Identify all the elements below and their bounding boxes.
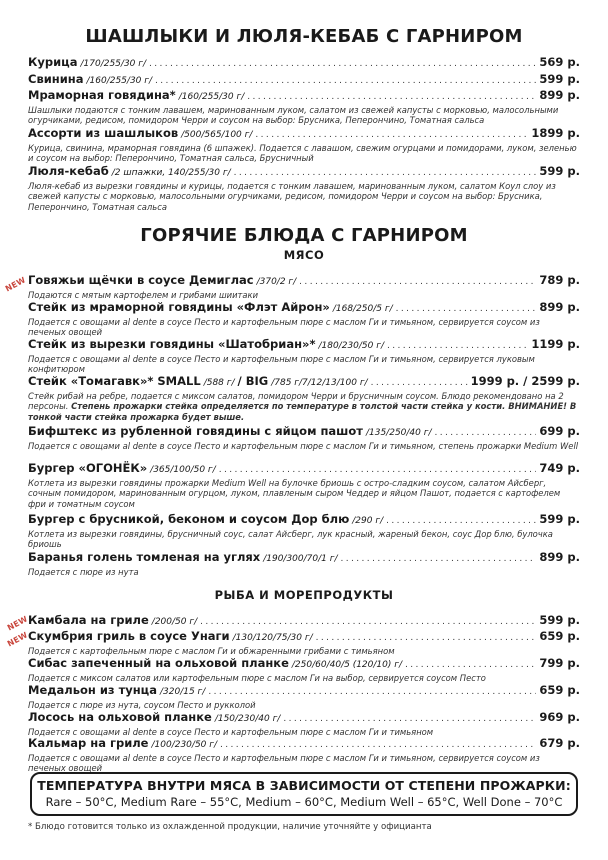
item-price: 1999 р. / 2599 р. bbox=[470, 374, 580, 388]
menu-item-lamb-shank bbox=[28, 550, 580, 577]
leader-dots bbox=[405, 658, 536, 672]
subsection-title-meat: МЯСО bbox=[283, 248, 325, 262]
item-portion: /168/250/5 г/ bbox=[332, 304, 393, 314]
item-description: Подается с пюре из нута, соусом Песто и рукколой bbox=[28, 700, 256, 710]
leader-dots bbox=[371, 376, 468, 390]
leader-dots bbox=[219, 463, 537, 477]
leader-dots bbox=[396, 302, 537, 316]
menu-item-lyulya-kebab bbox=[28, 164, 580, 212]
item-portion: /290 г/ bbox=[352, 516, 384, 526]
menu-item-tomahawk bbox=[28, 374, 580, 422]
leader-dots bbox=[208, 685, 536, 699]
item-name: Бургер с брусникой, беконом и соусом Дор блю bbox=[28, 512, 350, 526]
item-price: 599 р. bbox=[539, 72, 580, 86]
leader-dots bbox=[387, 339, 528, 353]
item-portion: /130/120/75/30 г/ bbox=[232, 633, 313, 643]
menu-item-beef-cheeks bbox=[28, 273, 580, 300]
item-description: Подается с овощами al dente в соусе Песто и картофельным пюре с маслом Ги и тимьяном, степень прожарки Medium Well bbox=[28, 441, 579, 451]
item-portion: /365/100/50 г/ bbox=[150, 465, 216, 475]
item-price: 969 р. bbox=[539, 710, 580, 724]
item-description: Люля-кебаб из вырезки говядины и курицы, подается с тонким лавашем, маринованным луком, салатом Коул слоу из свежей капусты с морковью, малосольными огурчиками, редисом, помидором Черри и соусом на выбор: Брусника, Пеперончино, Томатная сальса bbox=[28, 181, 556, 212]
leader-dots bbox=[149, 57, 536, 71]
item-portion: /320/15 г/ bbox=[159, 687, 206, 697]
item-description-text: Стейк рибай на ребре, подается с миксом салатов, помидором Черри и брусничным соусом. Блюдо рекомендовано на 2 персоны. bbox=[28, 391, 564, 412]
item-price: 599 р. bbox=[539, 164, 580, 178]
item-portion: /250/60/40/5 (120/10) г/ bbox=[291, 660, 402, 670]
item-name: Ассорти из шашлыков bbox=[28, 126, 179, 140]
leader-dots bbox=[200, 615, 536, 629]
item-description: Подается с овощами al dente в соусе Песто и картофельным пюре с маслом Ги и тимьяном, сервируется соусом из печеных овощей bbox=[28, 753, 540, 774]
leader-dots bbox=[255, 128, 528, 142]
subsection-title-fish: РЫБА И МОРЕПРОДУКТЫ bbox=[214, 588, 394, 602]
item-portion: /2 шпажки, 140/255/30 г/ bbox=[111, 168, 231, 178]
item-name: Говяжьи щёчки в соусе Демиглас bbox=[28, 273, 254, 287]
menu-item-assorted-shashlik bbox=[28, 126, 580, 164]
item-name: Стейк «Томагавк»* SMALL bbox=[28, 374, 201, 388]
menu-item-flounder bbox=[28, 613, 580, 629]
temperature-box bbox=[30, 772, 578, 816]
leader-dots bbox=[316, 631, 537, 645]
item-name: Мраморная говядина* bbox=[28, 88, 176, 102]
item-description: Подается с овощами al dente в соусе Песто и картофельным пюре с маслом Ги и тимьяном, сервируется соусом из печеных овощей bbox=[28, 317, 540, 338]
item-price: 799 р. bbox=[539, 656, 580, 670]
item-description: Подается с картофельным пюре с маслом Ги и обжаренными грибами с тимьяном bbox=[28, 646, 395, 656]
menu-item-salmon bbox=[28, 710, 580, 737]
item-name: Сибас запеченный на ольховой планке bbox=[28, 656, 289, 670]
item-name: Стейк из вырезки говядины «Шатобриан»* bbox=[28, 337, 316, 351]
item-price: 659 р. bbox=[539, 683, 580, 697]
item-name: Камбала на гриле bbox=[28, 613, 149, 627]
item-name: Кальмар на гриле bbox=[28, 736, 149, 750]
item-price: 659 р. bbox=[539, 629, 580, 643]
item-price: 899 р. bbox=[539, 88, 580, 102]
item-portion: /190/300/70/1 г/ bbox=[263, 554, 338, 564]
new-badge: NEW bbox=[3, 275, 28, 294]
item-portion: /100/230/50 г/ bbox=[151, 740, 218, 750]
item-price: 599 р. bbox=[539, 613, 580, 627]
item-price: 569 р. bbox=[539, 55, 580, 69]
temperature-text: Rare – 50°C, Medium Rare – 55°C, Medium – 60°C, Medium Well – 65°C, Well Done – 70°C bbox=[45, 795, 563, 809]
item-price: 599 р. bbox=[539, 512, 580, 526]
item-portion: /370/2 г/ bbox=[256, 277, 297, 287]
item-name: Баранья голень томленая на углях bbox=[28, 550, 261, 564]
item-portion: /160/255/30 г/ bbox=[178, 92, 245, 102]
leader-dots bbox=[220, 738, 536, 752]
item-portion-big: /785 г/7/12/13/100 г/ bbox=[271, 378, 368, 388]
item-description: Шашлыки подаются с тонким лавашем, маринованным луком, салатом из свежей капусты с морковью, малосольными огурчиками, редисом, помидором Черри и соусом на выбор: Брусника, Пеперончино, Томатная сальса bbox=[28, 105, 559, 126]
section-title-hot-dishes: ГОРЯЧИЕ БЛЮДА С ГАРНИРОМ bbox=[140, 225, 468, 246]
menu-item-flat-iron-steak bbox=[28, 300, 580, 338]
item-portion: /150/230/40 г/ bbox=[214, 714, 281, 724]
item-name: Лосось на ольховой планке bbox=[28, 710, 212, 724]
item-portion: /170/255/30 г/ bbox=[80, 59, 147, 69]
temperature-title: ТЕМПЕРАТУРА ВНУТРИ МЯСА В ЗАВИСИМОСТИ ОТ СТЕПЕНИ ПРОЖАРКИ: bbox=[37, 778, 571, 793]
item-price: 679 р. bbox=[539, 736, 580, 750]
item-description: Подается с овощами al dente в соусе Песто и картофельным пюре с маслом Ги и тимьяном bbox=[28, 727, 434, 737]
item-name: Бургер «ОГОНЁК» bbox=[28, 461, 148, 475]
item-description: Подается с пюре из нута bbox=[28, 567, 139, 577]
item-name: Свинина bbox=[28, 72, 84, 86]
leader-dots bbox=[283, 712, 536, 726]
menu-item-burger-cranberry bbox=[28, 512, 580, 550]
item-price: 899 р. bbox=[539, 300, 580, 314]
menu-item-seabass bbox=[28, 656, 580, 683]
menu-item-pork bbox=[28, 72, 580, 88]
leader-dots bbox=[247, 90, 536, 104]
item-price: 1199 р. bbox=[531, 337, 580, 351]
leader-dots bbox=[234, 166, 537, 180]
menu-item-chateaubriand bbox=[28, 337, 580, 375]
item-price: 749 р. bbox=[539, 461, 580, 475]
item-name: Медальон из тунца bbox=[28, 683, 157, 697]
menu-item-mackerel bbox=[28, 629, 580, 656]
item-description: Подаются с мятым картофелем и грибами шиитаки bbox=[28, 290, 259, 300]
new-badge: NEW bbox=[5, 614, 30, 633]
leader-dots bbox=[155, 74, 536, 88]
item-description: Котлета из вырезки говядины, брусничный соус, салат Айсберг, лук красный, жареный бекон, соус Дор блю, булочка бриошь bbox=[28, 529, 553, 550]
item-name: Бифштекс из рубленной говядины с яйцом пашот bbox=[28, 424, 363, 438]
leader-dots bbox=[435, 426, 537, 440]
menu-item-chicken bbox=[28, 55, 580, 71]
menu-item-squid bbox=[28, 736, 580, 774]
item-portion: /160/255/30 г/ bbox=[86, 76, 153, 86]
item-description bbox=[28, 391, 580, 422]
item-portion: /180/230/50 г/ bbox=[318, 341, 384, 351]
menu-item-marbled-beef bbox=[28, 88, 580, 126]
footnote: * Блюдо готовится только из охлажденной продукции, наличие уточняйте у официанта bbox=[28, 822, 432, 832]
item-portion: /200/50 г/ bbox=[151, 617, 198, 627]
item-name-big: / BIG bbox=[237, 374, 269, 388]
item-price: 899 р. bbox=[539, 550, 580, 564]
item-description: Котлета из вырезки говядины прожарки Medium Well на булочке бриошь с остро-сладким соусом, салатом Айсберг, сочным помидором, маринованным огурцом, луком, плавленым сыром Чеддер и яйцом Пашот, подается с картофелем фри и томатным соусом bbox=[28, 478, 561, 509]
item-name: Курица bbox=[28, 55, 78, 69]
item-description-warning: Степень прожарки стейка определяется по температуре в толстой части стейка у кости. ВНИМАНИЕ! В тонкой части стейка прожарка будет выше. bbox=[28, 401, 577, 422]
section-title-shashlik: ШАШЛЫКИ И ЛЮЛЯ-КЕБАБ С ГАРНИРОМ bbox=[85, 26, 523, 47]
item-price: 789 р. bbox=[539, 273, 580, 287]
item-description: Подается с миксом салатов или картофельным пюре с маслом Ги на выбор, сервируется соусом Песто bbox=[28, 673, 486, 683]
leader-dots bbox=[299, 275, 536, 289]
new-badge: NEW bbox=[5, 630, 30, 649]
item-name: Скумбрия гриль в соусе Унаги bbox=[28, 629, 230, 643]
item-price: 1899 р. bbox=[531, 126, 580, 140]
menu-item-tuna-medallion bbox=[28, 683, 580, 710]
menu-item-bifshteks bbox=[28, 424, 580, 451]
item-portion: /135/250/40 г/ bbox=[365, 428, 432, 438]
item-description: Подается с овощами al dente в соусе Песто и картофельным пюре с маслом Ги и тимьяном, сервируется луковым конфитюром bbox=[28, 354, 535, 375]
item-name: Люля-кебаб bbox=[28, 164, 109, 178]
item-price: 699 р. bbox=[539, 424, 580, 438]
menu-item-burger-ogonek bbox=[28, 461, 580, 509]
item-description: Курица, свинина, мраморная говядина (6 шпажек). Подается с лавашом, свежим огурцами и помидорами, луком, зеленью и соусом на выбор: Пеперончино, Томатная сальса, Брусничный bbox=[28, 143, 577, 164]
item-portion: /500/565/100 г/ bbox=[181, 130, 253, 140]
leader-dots bbox=[341, 552, 537, 566]
leader-dots bbox=[386, 514, 536, 528]
item-name: Стейк из мраморной говядины «Флэт Айрон» bbox=[28, 300, 330, 314]
item-portion: /588 г/ bbox=[203, 378, 235, 388]
